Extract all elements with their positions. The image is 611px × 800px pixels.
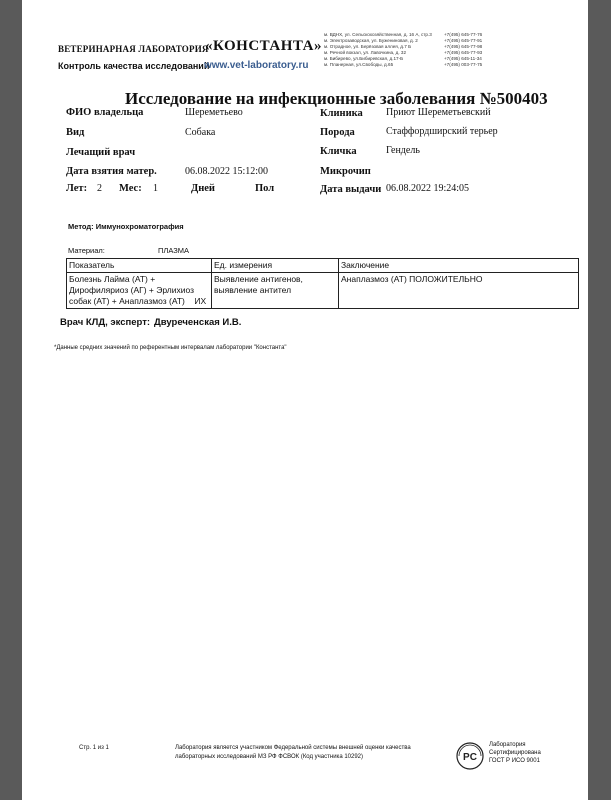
issue-date-label: Дата выдачи	[320, 184, 382, 195]
table-header-row	[67, 259, 579, 273]
species-value: Собака	[185, 127, 216, 138]
conclusion-text: Анаплазмоз (АТ) ПОЛОЖИТЕЛЬНО	[341, 274, 483, 284]
years-value: 2	[97, 183, 102, 194]
doctor-label: Лечащий врач	[66, 147, 136, 158]
nickname-label: Кличка	[320, 146, 357, 157]
address-line: м. Электрозаводская, ул. Бужениновая, д. 2 +7(495) 645-77-91	[324, 38, 483, 43]
lab-brand: «КОНСТАНТА»	[205, 38, 323, 54]
conclusion-cell	[339, 273, 579, 309]
header-unit: Ед. измерения	[212, 259, 339, 273]
breed-value: Стаффордширский терьер	[386, 126, 498, 137]
method-text: Метод: Иммунохроматография	[68, 222, 184, 231]
lab-website[interactable]: www.vet-laboratory.ru	[204, 60, 309, 71]
header-conclusion: Заключение	[339, 259, 579, 273]
months-label: Мес:	[119, 183, 142, 194]
eqa-note	[175, 744, 411, 762]
years-label: Лет:	[66, 183, 88, 194]
seal-text: PC	[463, 752, 477, 763]
issue-date-value: 06.08.2022 19:24:05	[386, 183, 470, 194]
owner-value: Шереметьево	[185, 107, 243, 118]
microchip-label: Микрочип	[320, 166, 371, 177]
address-line: м. Речной вокзал, ул. Лавочкина, д. 32 +7(495) 645-77-93	[324, 50, 483, 55]
cert-line: Лаборатория	[489, 742, 526, 748]
eqa-line: Лаборатория является участником Федеральной системы внешней оценки качества	[175, 745, 411, 751]
indicator-line: собак (АТ) + Анаплазмоз (АТ) ИХ	[69, 296, 207, 306]
material-label: Материал:	[68, 246, 105, 255]
months-value: 1	[153, 183, 158, 194]
certification-text	[489, 741, 541, 765]
unit-cell	[212, 273, 339, 309]
indicator-line: Болезнь Лайма (АТ) +	[69, 274, 156, 284]
address-line: м. Бибирево, ул.Бибиревская, д.17-Б +7(495) 645-11-34	[324, 56, 482, 61]
unit-line: Выявление антигенов,	[214, 274, 303, 284]
sample-date-label: Дата взятия матер.	[66, 166, 157, 177]
page-title: Исследование на инфекционные заболевания №500403	[125, 89, 548, 108]
doctor-sign-label: Врач КЛД, эксперт:	[60, 317, 151, 328]
lab-prefix: ВЕТЕРИНАРНАЯ ЛАБОРАТОРИЯ	[58, 44, 209, 54]
report-page	[22, 0, 588, 800]
clinic-value: Приют Шереметьевский	[386, 107, 491, 118]
owner-label: ФИО владельца	[66, 107, 144, 118]
clinic-label: Клиника	[320, 108, 363, 119]
footnote: *Данные средних значений по референтным интервалам лаборатории "Константа"	[54, 345, 287, 351]
eqa-line: лабораторных исследований МЗ РФ ФСВОК (Код участника 10292)	[175, 754, 364, 760]
header-indicator: Показатель	[67, 259, 212, 273]
address-line: м. ВДНХ, ул. Сельскохозяйственная, д. 16 А, стр.3 +7(495) 645-77-76	[324, 32, 483, 37]
lab-subtitle: Контроль качества исследований	[58, 61, 210, 71]
cert-line: ГОСТ Р ИСО 9001	[489, 758, 540, 764]
results-table	[66, 258, 579, 309]
indicator-line: Дирофиляриоз (АГ) + Эрлихиоз	[69, 285, 195, 295]
breed-label: Порода	[320, 127, 355, 138]
cert-line: Сертифицирована	[489, 750, 541, 756]
certification-seal-icon	[455, 741, 485, 771]
days-label: Дней	[191, 183, 215, 194]
sex-label: Пол	[255, 183, 275, 194]
page-number: Стр. 1 из 1	[79, 745, 109, 751]
unit-line: выявление антител	[214, 285, 292, 295]
material-value: ПЛАЗМА	[158, 246, 190, 255]
address-line: м. Планерная, ул.Свободы, д.65 +7(495) 003-77-75	[324, 62, 483, 67]
indicator-suffix: ИХ	[194, 296, 207, 306]
doctor-sign-name: Двуреченская И.В.	[154, 317, 242, 328]
nickname-value: Гендель	[386, 145, 420, 156]
species-label: Вид	[66, 127, 85, 138]
table-row	[67, 273, 579, 309]
address-list	[324, 32, 504, 68]
indicator-cell	[67, 273, 212, 309]
sample-date-value: 06.08.2022 15:12:00	[185, 166, 269, 177]
address-line: м. Отрадное, ул. Берёзовая аллея, д.7 Б +7(495) 645-77-98	[324, 44, 483, 49]
